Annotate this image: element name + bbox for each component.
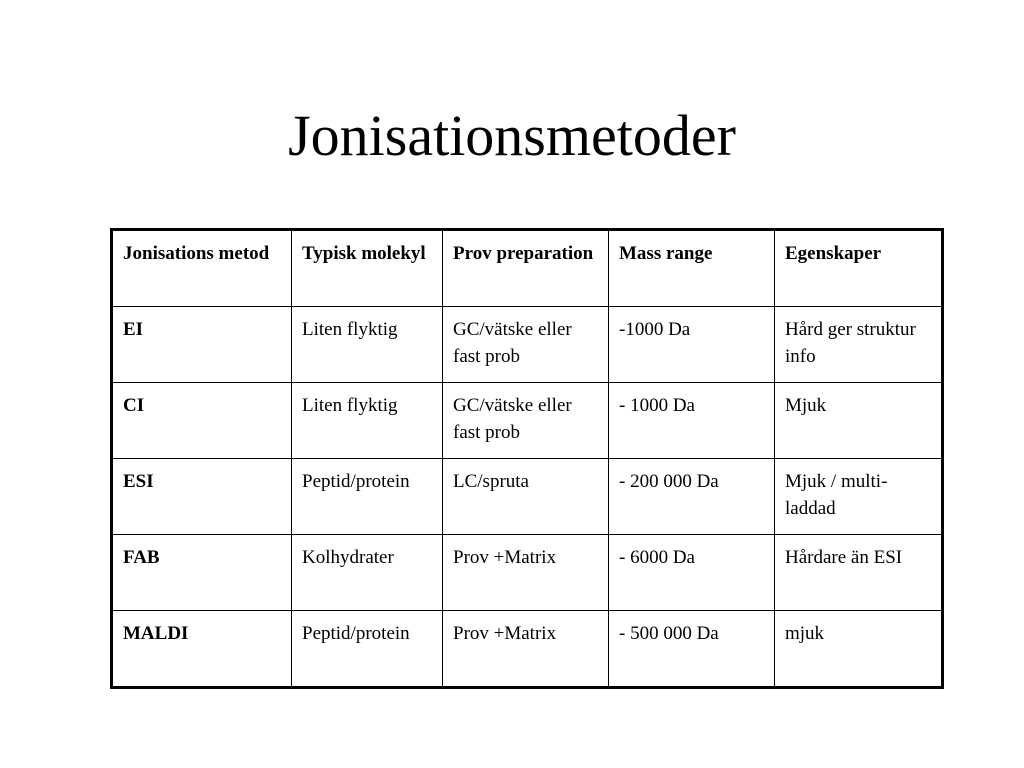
properties-cell: Mjuk / multi-laddad bbox=[775, 459, 943, 535]
table-row bbox=[112, 307, 943, 383]
table-row bbox=[112, 611, 943, 688]
method-cell: MALDI bbox=[112, 611, 292, 688]
molecule-cell: Peptid/protein bbox=[292, 611, 443, 688]
method-cell: ESI bbox=[112, 459, 292, 535]
preparation-cell: GC/vätske eller fast prob bbox=[443, 307, 609, 383]
molecule-cell: Liten flyktig bbox=[292, 307, 443, 383]
preparation-cell: Prov +Matrix bbox=[443, 611, 609, 688]
mass-range-cell: - 200 000 Da bbox=[609, 459, 775, 535]
slide-title: Jonisationsmetoder bbox=[288, 103, 736, 168]
mass-range-cell: - 6000 Da bbox=[609, 535, 775, 611]
ionization-methods-table-frame bbox=[110, 228, 941, 687]
mass-range-cell: - 1000 Da bbox=[609, 383, 775, 459]
table-header-row bbox=[112, 230, 943, 307]
header-cell-properties: Egenskaper bbox=[775, 230, 943, 307]
properties-cell: Hårdare än ESI bbox=[775, 535, 943, 611]
molecule-cell: Kolhydrater bbox=[292, 535, 443, 611]
preparation-cell: GC/vätske eller fast prob bbox=[443, 383, 609, 459]
method-cell: CI bbox=[112, 383, 292, 459]
header-cell-mass-range: Mass range bbox=[609, 230, 775, 307]
molecule-cell: Peptid/protein bbox=[292, 459, 443, 535]
table-row bbox=[112, 383, 943, 459]
properties-cell: Hård ger struktur info bbox=[775, 307, 943, 383]
mass-range-cell: - 500 000 Da bbox=[609, 611, 775, 688]
mass-range-cell: -1000 Da bbox=[609, 307, 775, 383]
preparation-cell: LC/spruta bbox=[443, 459, 609, 535]
properties-cell: mjuk bbox=[775, 611, 943, 688]
method-cell: EI bbox=[112, 307, 292, 383]
molecule-cell: Liten flyktig bbox=[292, 383, 443, 459]
header-cell-molecule: Typisk molekyl bbox=[292, 230, 443, 307]
header-cell-method: Jonisations metod bbox=[112, 230, 292, 307]
ionization-methods-table bbox=[110, 228, 944, 689]
properties-cell: Mjuk bbox=[775, 383, 943, 459]
header-cell-preparation: Prov preparation bbox=[443, 230, 609, 307]
table-row bbox=[112, 459, 943, 535]
preparation-cell: Prov +Matrix bbox=[443, 535, 609, 611]
table-row bbox=[112, 535, 943, 611]
method-cell: FAB bbox=[112, 535, 292, 611]
